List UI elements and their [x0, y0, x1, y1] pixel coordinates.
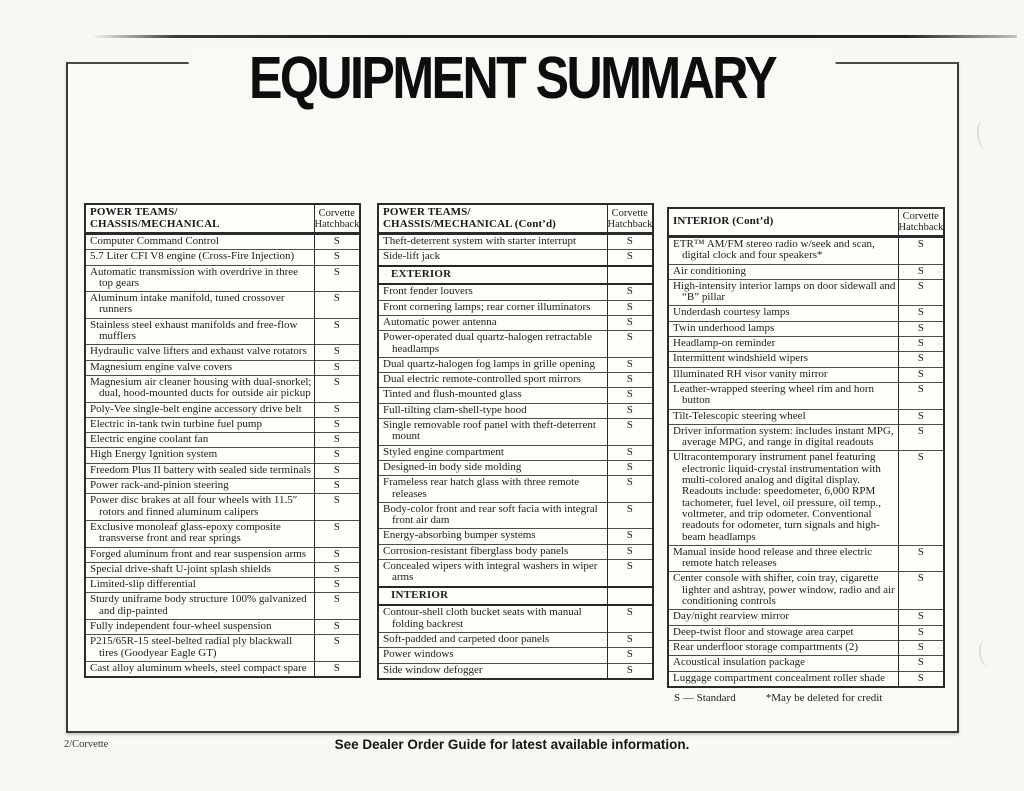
feature-label: 5.7 Liter CFI V8 engine (Cross-Fire Injection) — [85, 250, 314, 265]
equipment-table — [377, 203, 654, 680]
feature-row — [668, 572, 944, 610]
feature-row — [378, 648, 653, 663]
availability-cell: S — [314, 402, 360, 417]
page-number: 2/Corvette — [64, 739, 109, 750]
feature-label: Headlamp-on reminder — [668, 337, 898, 352]
availability-cell: S — [314, 578, 360, 593]
feature-label: High-intensity interior lamps on door sidewall and “B” pillar — [668, 279, 898, 306]
feature-row — [378, 544, 653, 559]
availability-cell: S — [314, 547, 360, 562]
feature-row — [85, 620, 360, 635]
feature-row — [85, 433, 360, 448]
availability-cell: S — [898, 382, 944, 409]
page-title: EQUIPMENT SUMMARY — [189, 50, 836, 106]
availability-cell: S — [898, 337, 944, 352]
availability-cell: S — [314, 593, 360, 620]
feature-row — [668, 337, 944, 352]
feature-label: Underdash courtesy lamps — [668, 306, 898, 321]
availability-cell: S — [607, 529, 653, 544]
feature-label: Power disc brakes at all four wheels with 11.5″ rotors and finned aluminum calipers — [85, 494, 314, 521]
feature-row — [378, 419, 653, 446]
feature-label: Dual electric remote-controlled sport mirrors — [378, 373, 607, 388]
availability-cell: S — [607, 460, 653, 475]
availability-cell: S — [898, 671, 944, 687]
feature-label: Exclusive monoleaf glass-epoxy composite transverse front and rear springs — [85, 520, 314, 547]
feature-label: Contour-shell cloth bucket seats with manual folding backrest — [378, 605, 607, 632]
availability-cell: S — [898, 451, 944, 545]
feature-row — [378, 605, 653, 632]
feature-row — [668, 279, 944, 306]
feature-row — [668, 451, 944, 545]
feature-row — [378, 476, 653, 503]
feature-row — [85, 494, 360, 521]
feature-row — [85, 547, 360, 562]
feature-row — [378, 357, 653, 372]
availability-cell: S — [607, 388, 653, 403]
feature-label: Dual quartz-halogen fog lamps in grille opening — [378, 357, 607, 372]
feature-label: Leather-wrapped steering wheel rim and horn button — [668, 382, 898, 409]
feature-label: Air conditioning — [668, 264, 898, 279]
feature-row — [668, 237, 944, 265]
feature-row — [378, 445, 653, 460]
feature-label: Sturdy uniframe body structure 100% galvanized and dip-painted — [85, 593, 314, 620]
availability-cell: S — [314, 234, 360, 250]
availability-cell: S — [898, 424, 944, 451]
feature-row — [378, 663, 653, 679]
feature-row — [85, 250, 360, 265]
equipment-table-power-teams — [84, 203, 361, 678]
feature-row — [668, 409, 944, 424]
feature-row — [668, 306, 944, 321]
feature-label: Freedom Plus II battery with sealed side terminals — [85, 463, 314, 478]
feature-row — [378, 403, 653, 418]
equipment-table — [84, 203, 361, 678]
feature-label: Forged aluminum front and rear suspension arms — [85, 547, 314, 562]
availability-cell: S — [898, 409, 944, 424]
feature-row — [668, 610, 944, 625]
feature-label: Concealed wipers with integral washers in wiper arms — [378, 560, 607, 587]
table-header-row — [668, 208, 944, 237]
availability-cell: S — [607, 663, 653, 679]
feature-row — [378, 331, 653, 358]
scan-edge-line — [92, 35, 1017, 38]
feature-label: Energy-absorbing bumper systems — [378, 529, 607, 544]
feature-label: Frameless rear hatch glass with three remote releases — [378, 476, 607, 503]
availability-cell: S — [607, 544, 653, 559]
availability-cell: S — [898, 264, 944, 279]
legend-credit-note: *May be deleted for credit — [765, 691, 883, 704]
availability-cell: S — [607, 476, 653, 503]
section-title: EXTERIOR — [378, 266, 607, 285]
feature-row — [378, 250, 653, 266]
feature-row — [668, 656, 944, 671]
feature-label: Hydraulic valve lifters and exhaust valve rotators — [85, 345, 314, 360]
feature-label: High Energy Ignition system — [85, 448, 314, 463]
availability-cell: S — [898, 610, 944, 625]
feature-label: Power-operated dual quartz-halogen retractable headlamps — [378, 331, 607, 358]
legend — [667, 692, 945, 704]
feature-row — [668, 382, 944, 409]
feature-label: Stainless steel exhaust manifolds and free-flow mufflers — [85, 318, 314, 345]
availability-cell: S — [607, 502, 653, 529]
feature-row — [378, 373, 653, 388]
availability-cell — [607, 587, 653, 606]
feature-label: Deep-twist floor and stowage area carpet — [668, 625, 898, 640]
feature-row — [85, 360, 360, 375]
equipment-table-interior-contd — [667, 207, 945, 704]
feature-label: Power rack-and-pinion steering — [85, 479, 314, 494]
availability-cell: S — [898, 237, 944, 265]
feature-label: Magnesium air cleaner housing with dual-snorkel; dual, hood-mounted ducts for outside air pickup — [85, 375, 314, 402]
availability-cell: S — [898, 545, 944, 572]
feature-row — [85, 593, 360, 620]
feature-row — [85, 417, 360, 432]
availability-cell: S — [314, 661, 360, 677]
feature-label: Poly-Vee single-belt engine accessory drive belt — [85, 402, 314, 417]
feature-label: Automatic transmission with overdrive in three top gears — [85, 265, 314, 292]
feature-label: Theft-deterrent system with starter interrupt — [378, 234, 607, 250]
feature-label: ETR™ AM/FM stereo radio w/seek and scan, digital clock and four speakers* — [668, 237, 898, 265]
feature-row — [378, 388, 653, 403]
feature-label: Tinted and flush-mounted glass — [378, 388, 607, 403]
feature-row — [85, 234, 360, 250]
feature-row — [668, 671, 944, 687]
availability-cell: S — [314, 463, 360, 478]
feature-row — [85, 265, 360, 292]
availability-cell: S — [607, 445, 653, 460]
availability-cell — [607, 266, 653, 285]
feature-row — [378, 315, 653, 330]
availability-cell: S — [898, 572, 944, 610]
table-title: INTERIOR (Cont’d) — [668, 208, 898, 237]
feature-label: Tilt-Telescopic steering wheel — [668, 409, 898, 424]
availability-cell: S — [607, 284, 653, 300]
feature-label: Corrosion-resistant fiberglass body panels — [378, 544, 607, 559]
availability-cell: S — [898, 321, 944, 336]
feature-label: Power windows — [378, 648, 607, 663]
feature-label: Aluminum intake manifold, tuned crossover runners — [85, 292, 314, 319]
feature-row — [378, 460, 653, 475]
availability-cell: S — [314, 292, 360, 319]
feature-row — [85, 635, 360, 662]
availability-cell: S — [314, 520, 360, 547]
availability-cell: S — [898, 656, 944, 671]
availability-cell: S — [607, 315, 653, 330]
feature-label: Center console with shifter, coin tray, cigarette lighter and ashtray, power window, radio and air conditioning controls — [668, 572, 898, 610]
availability-cell: S — [898, 352, 944, 367]
availability-cell: S — [314, 479, 360, 494]
feature-label: Full-tilting clam-shell-type hood — [378, 403, 607, 418]
availability-cell: S — [607, 648, 653, 663]
feature-row — [85, 578, 360, 593]
availability-cell: S — [898, 640, 944, 655]
feature-row — [668, 264, 944, 279]
feature-label: Front cornering lamps; rear corner illuminators — [378, 300, 607, 315]
availability-cell: S — [607, 560, 653, 587]
availability-cell: S — [314, 250, 360, 265]
feature-row — [85, 292, 360, 319]
availability-cell: S — [607, 357, 653, 372]
availability-cell: S — [314, 375, 360, 402]
feature-label: Luggage compartment concealment roller shade — [668, 671, 898, 687]
feature-row — [668, 545, 944, 572]
availability-cell: S — [607, 250, 653, 266]
feature-label: Manual inside hood release and three electric remote hatch releases — [668, 545, 898, 572]
section-header-row — [378, 266, 653, 285]
availability-cell: S — [607, 633, 653, 648]
equipment-table-power-teams-contd — [377, 203, 654, 680]
availability-cell: S — [607, 331, 653, 358]
feature-label: Electric engine coolant fan — [85, 433, 314, 448]
availability-cell: S — [314, 433, 360, 448]
feature-row — [85, 345, 360, 360]
availability-cell: S — [898, 367, 944, 382]
feature-row — [668, 367, 944, 382]
dealer-order-note: See Dealer Order Guide for latest available information. — [334, 737, 690, 752]
feature-label: P215/65R-15 steel-belted radial ply blackwall tires (Goodyear Eagle GT) — [85, 635, 314, 662]
availability-cell: S — [314, 417, 360, 432]
availability-cell: S — [314, 360, 360, 375]
feature-row — [378, 234, 653, 250]
feature-label: Side window defogger — [378, 663, 607, 679]
feature-row — [668, 424, 944, 451]
feature-row — [85, 562, 360, 577]
section-header-row — [378, 587, 653, 606]
feature-row — [668, 640, 944, 655]
availability-cell: S — [314, 318, 360, 345]
feature-label: Rear underfloor storage compartments (2) — [668, 640, 898, 655]
feature-label: Ultracontemporary instrument panel featuring electronic liquid-crystal instrumentation with multi-colored analog and digital display. Readouts include: speedometer, 6,000 RPM tachometer, fuel level, oil pressure, oil temp., voltmeter, and trip odometer. Conventional readouts for odometer, turn signals and high-beam headlamps — [668, 451, 898, 545]
feature-label: Side-lift jack — [378, 250, 607, 266]
feature-row — [85, 661, 360, 677]
feature-row — [85, 479, 360, 494]
availability-cell: S — [607, 419, 653, 446]
feature-label: Special drive-shaft U-joint splash shields — [85, 562, 314, 577]
availability-cell: S — [607, 300, 653, 315]
availability-cell: S — [898, 625, 944, 640]
feature-label: Twin underhood lamps — [668, 321, 898, 336]
feature-row — [378, 284, 653, 300]
table-header-row — [378, 204, 653, 234]
feature-label: Day/night rearview mirror — [668, 610, 898, 625]
feature-label: Body-color front and rear soft facia with integral front air dam — [378, 502, 607, 529]
availability-cell: S — [314, 562, 360, 577]
feature-row — [85, 520, 360, 547]
availability-cell: S — [898, 279, 944, 306]
feature-row — [668, 625, 944, 640]
availability-cell: S — [607, 605, 653, 632]
feature-row — [378, 529, 653, 544]
feature-row — [668, 352, 944, 367]
feature-label: Acoustical insulation package — [668, 656, 898, 671]
model-column-header: Corvette Hatchback — [607, 204, 653, 234]
feature-row — [668, 321, 944, 336]
feature-label: Single removable roof panel with theft-deterrent mount — [378, 419, 607, 446]
equipment-table — [667, 207, 945, 688]
feature-label: Driver information system: includes instant MPG, average MPG, and range in digital readouts — [668, 424, 898, 451]
feature-row — [85, 463, 360, 478]
feature-label: Electric in-tank twin turbine fuel pump — [85, 417, 314, 432]
feature-row — [85, 318, 360, 345]
feature-label: Styled engine compartment — [378, 445, 607, 460]
availability-cell: S — [898, 306, 944, 321]
legend-standard: S — Standard — [674, 691, 736, 704]
feature-label: Cast alloy aluminum wheels, steel compact spare — [85, 661, 314, 677]
table-title: POWER TEAMS/ CHASSIS/MECHANICAL — [85, 204, 314, 234]
feature-label: Limited-slip differential — [85, 578, 314, 593]
feature-label: Designed-in body side molding — [378, 460, 607, 475]
feature-row — [85, 402, 360, 417]
feature-row — [85, 448, 360, 463]
availability-cell: S — [607, 234, 653, 250]
availability-cell: S — [314, 448, 360, 463]
feature-label: Soft-padded and carpeted door panels — [378, 633, 607, 648]
availability-cell: S — [314, 635, 360, 662]
availability-cell: S — [607, 403, 653, 418]
model-column-header: Corvette Hatchback — [314, 204, 360, 234]
availability-cell: S — [314, 620, 360, 635]
availability-cell: S — [607, 373, 653, 388]
table-header-row — [85, 204, 360, 234]
feature-label: Illuminated RH visor vanity mirror — [668, 367, 898, 382]
feature-label: Front fender louvers — [378, 284, 607, 300]
feature-label: Fully independent four-wheel suspension — [85, 620, 314, 635]
feature-row — [378, 300, 653, 315]
feature-row — [378, 633, 653, 648]
section-title: INTERIOR — [378, 587, 607, 606]
table-title: POWER TEAMS/ CHASSIS/MECHANICAL (Cont’d) — [378, 204, 607, 234]
availability-cell: S — [314, 345, 360, 360]
availability-cell: S — [314, 494, 360, 521]
model-column-header: Corvette Hatchback — [898, 208, 944, 237]
scan-artifact-arc — [978, 639, 996, 666]
scan-artifact-arc — [975, 119, 993, 150]
feature-row — [85, 375, 360, 402]
feature-label: Computer Command Control — [85, 234, 314, 250]
feature-row — [378, 560, 653, 587]
availability-cell: S — [314, 265, 360, 292]
feature-label: Automatic power antenna — [378, 315, 607, 330]
feature-row — [378, 502, 653, 529]
feature-label: Intermittent windshield wipers — [668, 352, 898, 367]
feature-label: Magnesium engine valve covers — [85, 360, 314, 375]
